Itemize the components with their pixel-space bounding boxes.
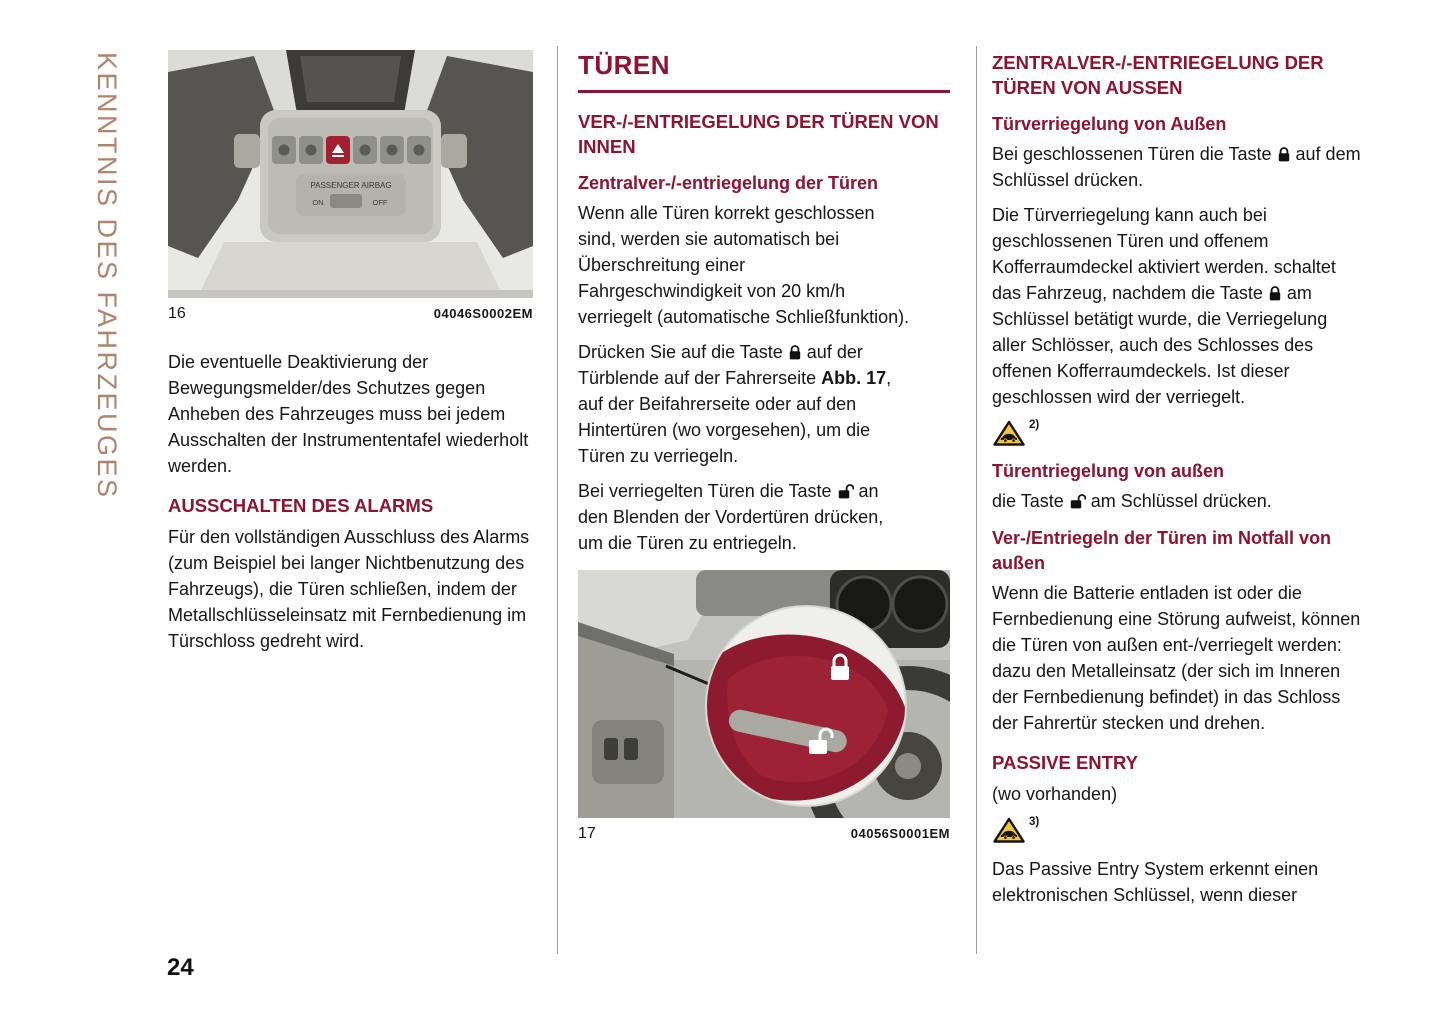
left-column bbox=[168, 50, 533, 663]
chapter-sidebar-label: KENNTNIS DES FAHRZEUGES bbox=[92, 52, 122, 500]
column-divider bbox=[976, 46, 977, 954]
subheading-zentralverriegelung: Zentralver-/-entriegelung der Türen bbox=[578, 173, 879, 193]
airbag-label: PASSENGER AIRBAG bbox=[310, 181, 392, 190]
text-segment: auf dem Schlüssel drücken. bbox=[992, 144, 1361, 190]
alarm-off-paragraph: Für den vollständigen Ausschluss des Alarms (zum Beispiel bei langer Nichtbenutzung des Fahrzeugs), die Türen schließen, indem der Metallschlüsseleinsatz mit Fernbedienung im Türschloss gedreht wird. bbox=[168, 527, 530, 651]
lock-button-paragraph bbox=[578, 339, 912, 469]
page-number: 24 bbox=[167, 954, 194, 981]
heading-verentriegelung-innen: VER-/-ENTRIEGELUNG DER TÜREN VON INNEN bbox=[578, 111, 939, 157]
section-title-tueren: TÜREN bbox=[578, 50, 950, 93]
lock-open-icon bbox=[837, 484, 854, 499]
middle-column bbox=[578, 50, 950, 843]
figure-16-image bbox=[168, 50, 533, 298]
key-unlock-paragraph bbox=[992, 488, 1364, 514]
text-segment: am Schlüssel betätigt wurde, die Verriegelung aller Schlösser, auch des Schlosses des offenen Kofferraumdeckels. Ist dieser geschlossen wird der verriegelt. bbox=[992, 283, 1328, 407]
heading-zentralverriegelung-aussen: ZENTRALVER-/-ENTRIEGELUNG DER TÜREN VON AUSSEN bbox=[992, 52, 1324, 98]
figure-reference: Abb. 17 bbox=[821, 368, 887, 388]
right-column bbox=[992, 50, 1374, 917]
warning-note-3 bbox=[992, 817, 1374, 844]
text-segment: , auf der Beifahrerseite oder auf den Hintertüren (wo vorgesehen), um die Türen zu verriegeln. bbox=[578, 368, 892, 466]
figure-16-caption bbox=[168, 305, 533, 323]
subheading-notfall-entriegelung: Ver-/Entriegeln der Türen im Notfall von außen bbox=[992, 528, 1332, 573]
figure-number: 17 bbox=[578, 825, 596, 842]
where-available-paragraph: (wo vorhanden) bbox=[992, 784, 1118, 804]
lock-closed-icon bbox=[1277, 147, 1291, 162]
text-segment: Die Türverriegelung kann auch bei geschlossenen Türen und offenem Kofferraumdeckel aktiviert werden. schaltet das Fahrzeug, nachdem die Taste bbox=[992, 205, 1336, 303]
warning-note-2 bbox=[992, 420, 1374, 447]
subheading-tuerentriegelung-aussen: Türentriegelung von außen bbox=[992, 461, 1225, 481]
emergency-unlock-paragraph: Wenn die Batterie entladen ist oder die Fernbedienung eine Störung aufweist, können die Türen von außen ent-/verriegelt werden: dazu den Metalleinsatz (der sich im Inneren der Fernbedienung befindet) in das Schloss der Fahrertür stecken und drehen. bbox=[992, 583, 1361, 733]
warning-icon bbox=[992, 420, 1026, 447]
airbag-off-label: OFF bbox=[372, 198, 388, 207]
lock-closed-icon bbox=[788, 345, 802, 360]
note-reference: 2) bbox=[1029, 419, 1040, 431]
lock-open-icon bbox=[1069, 494, 1086, 509]
column-divider bbox=[557, 46, 558, 954]
heading-passive-entry: PASSIVE ENTRY bbox=[992, 752, 1138, 773]
text-segment: Bei verriegelten Türen die Taste bbox=[578, 481, 832, 501]
passenger-airbag-panel bbox=[296, 174, 406, 216]
text-segment: an den Blenden der Vordertüren drücken, um die Türen zu entriegeln. bbox=[578, 481, 884, 553]
text-segment: Bei geschlossenen Türen die Taste bbox=[992, 144, 1272, 164]
heading-ausschalten-des-alarms: AUSSCHALTEN DES ALARMS bbox=[168, 495, 434, 516]
trunk-lock-paragraph bbox=[992, 202, 1364, 410]
figure-number: 16 bbox=[168, 305, 186, 322]
note-reference: 3) bbox=[1029, 816, 1040, 828]
figure-code: 04046S0002EM bbox=[433, 306, 533, 321]
figure-code: 04056S0001EM bbox=[850, 826, 950, 841]
lock-closed-icon bbox=[1268, 286, 1282, 301]
auto-lock-paragraph: Wenn alle Türen korrekt geschlossen sind, werden sie automatisch bei Überschreitung einer Fahrgeschwindigkeit von 20 km/h verriegelt (automatische Schließfunktion). bbox=[578, 203, 910, 327]
warning-icon bbox=[992, 817, 1026, 844]
key-lock-paragraph bbox=[992, 141, 1364, 193]
alarm-deactivation-paragraph: Die eventuelle Deaktivierung der Bewegungsmelder/des Schutzes gegen Anheben des Fahrzeuges muss bei jedem Ausschalten der Instrumententafel wiederholt werden. bbox=[168, 352, 529, 476]
subheading-tuerverriegelung-aussen: Türverriegelung von Außen bbox=[992, 114, 1227, 134]
door-panel bbox=[578, 622, 674, 818]
airbag-on-label: ON bbox=[312, 198, 324, 207]
unlock-button-paragraph bbox=[578, 478, 912, 556]
figure-17-image bbox=[578, 570, 950, 818]
text-segment: am Schlüssel drücken. bbox=[1090, 491, 1272, 511]
highlighted-red-button bbox=[326, 136, 350, 164]
figure-17-caption bbox=[578, 825, 950, 843]
text-segment: Drücken Sie auf die Taste bbox=[578, 342, 783, 362]
text-segment: die Taste bbox=[992, 491, 1064, 511]
passive-entry-paragraph: Das Passive Entry System erkennt einen elektronischen Schlüssel, wenn dieser bbox=[992, 859, 1319, 905]
text-segment: auf der Türblende auf der Fahrerseite bbox=[578, 342, 863, 388]
